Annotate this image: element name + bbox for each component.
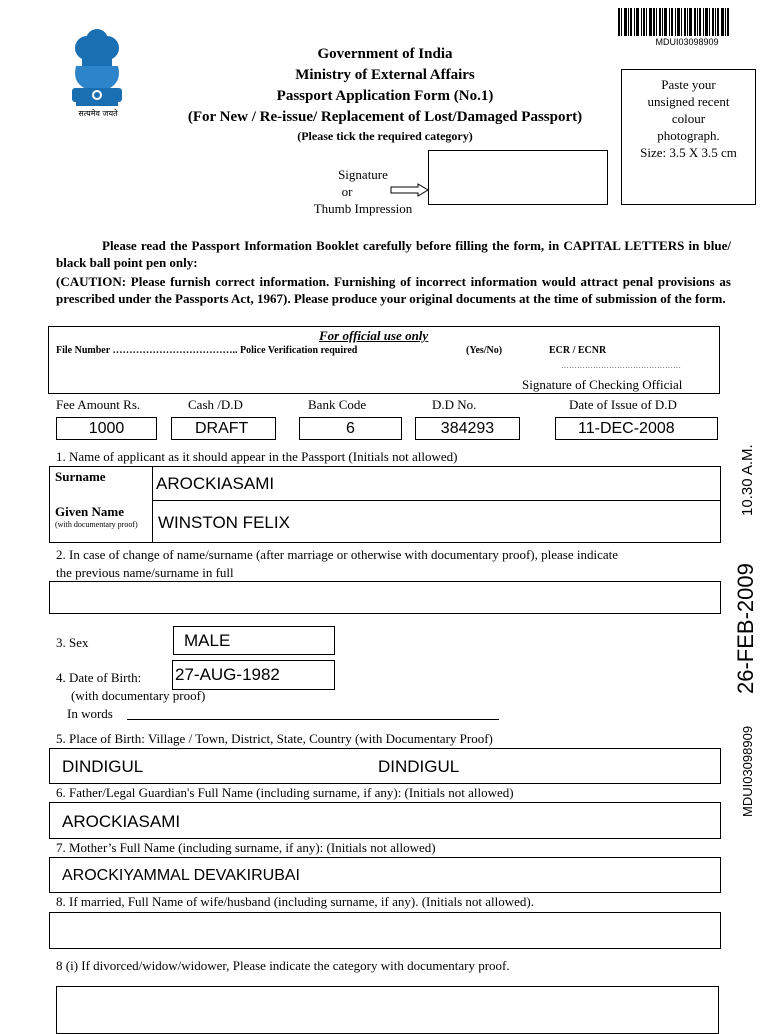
photo-line-3: colour bbox=[671, 111, 706, 126]
stamp-date: 26-FEB-2009 bbox=[733, 563, 758, 694]
checking-official-label: Signature of Checking Official bbox=[522, 377, 683, 392]
q8-label: 8. If married, Full Name of wife/husband (including surname, if any). (Initials not allowed). bbox=[56, 894, 534, 909]
q7-label: 7. Mother’s Full Name (including surname, if any): (Initials not allowed) bbox=[56, 840, 436, 855]
instructions-para-1: Please read the Passport Information Booklet carefully before filling the form, in CAPITAL LETTERS in blue/ black ball point pen only: bbox=[56, 238, 731, 270]
fee-amount-label: Fee Amount Rs. bbox=[56, 397, 141, 412]
header-line-3: Passport Application Form (No.1) bbox=[276, 88, 494, 104]
q1-label: 1. Name of applicant as it should appear in the Passport (Initials not allowed) bbox=[56, 449, 458, 464]
q8i-label: 8 (i) If divorced/widow/widower, Please indicate the category with documentary proof. bbox=[56, 958, 510, 973]
given-name-value: WINSTON FELIX bbox=[158, 513, 290, 532]
signature-line-2: or bbox=[341, 184, 353, 199]
dd-date-value: 11-DEC-2008 bbox=[578, 420, 675, 437]
arrow-right-icon bbox=[390, 183, 430, 197]
q6-label: 6. Father/Legal Guardian's Full Name (including surname, if any): (Initials not allowed) bbox=[56, 785, 514, 800]
place-of-birth-village: DINDIGUL bbox=[62, 757, 144, 776]
signature-box[interactable] bbox=[428, 150, 608, 205]
dd-no-label: D.D No. bbox=[432, 397, 477, 412]
file-number-label: File Number ……………………………….. Police Verification required bbox=[56, 345, 358, 356]
surname-field[interactable] bbox=[156, 474, 716, 494]
official-use-box bbox=[48, 326, 720, 394]
dd-date-field[interactable] bbox=[555, 417, 718, 440]
emblem-motto: सत्यमेव जयते bbox=[78, 109, 118, 118]
surname-value: AROCKIASAMI bbox=[156, 474, 275, 493]
marital-category-field[interactable] bbox=[56, 986, 719, 1034]
bank-code-label: Bank Code bbox=[308, 397, 367, 412]
ecr-label: ECR / ECNR bbox=[549, 345, 607, 356]
cash-dd-field[interactable] bbox=[171, 417, 276, 440]
photo-line-1: Paste your bbox=[661, 77, 716, 92]
fee-amount-value: 1000 bbox=[88, 420, 125, 437]
q2-label-1: 2. In case of change of name/surname (after marriage or otherwise with documentary proof), please indicate bbox=[56, 547, 619, 562]
stamp-id: MDUI03098909 bbox=[740, 725, 755, 817]
q4-label: 4. Date of Birth: bbox=[56, 670, 142, 685]
fee-amount-field[interactable] bbox=[56, 417, 157, 440]
photo-line-2: unsigned recent bbox=[647, 94, 730, 109]
header-line-2: Ministry of External Affairs bbox=[295, 67, 475, 83]
signature-line-1: Signature bbox=[338, 167, 388, 182]
dob-value: 27-AUG-1982 bbox=[175, 665, 280, 684]
q5-label: 5. Place of Birth: Village / Town, District, State, Country (with Documentary Proof) bbox=[56, 731, 493, 746]
q2-label-2: the previous name/surname in full bbox=[56, 565, 234, 580]
signature-line-3: Thumb Impression bbox=[313, 201, 413, 216]
dob-field[interactable] bbox=[172, 660, 335, 690]
place-of-birth-field[interactable] bbox=[49, 748, 721, 784]
photo-box bbox=[621, 69, 756, 205]
header-line-4: (For New / Re-issue/ Replacement of Lost/Damaged Passport) bbox=[187, 109, 583, 125]
official-dots: ……………………………………… bbox=[561, 361, 681, 370]
barcode-number: MDUI03098909 bbox=[655, 37, 719, 47]
mother-name-value: AROCKIYAMMAL DEVAKIRUBAI bbox=[62, 867, 300, 884]
mother-name-field[interactable] bbox=[49, 857, 721, 893]
photo-line-4: photograph. bbox=[657, 128, 720, 143]
given-name-label: Given Name bbox=[55, 504, 124, 519]
father-name-value: AROCKIASAMI bbox=[62, 812, 181, 831]
stamp-time: 10.30 A.M. bbox=[739, 444, 756, 516]
instructions-para-2: (CAUTION: Please furnish correct information. Furnishing of incorrect information would attract penal provisions as prescribed under the Passports Act, 1967). Please produce your original documents at the time of submission of the form. bbox=[56, 274, 731, 306]
dob-note: (with documentary proof) bbox=[71, 688, 206, 703]
dob-words-line[interactable] bbox=[127, 719, 499, 720]
form-header bbox=[140, 44, 630, 144]
surname-label: Surname bbox=[55, 469, 106, 484]
q3-label: 3. Sex bbox=[56, 635, 89, 650]
sex-field[interactable] bbox=[173, 626, 335, 655]
header-line-1: Government of India bbox=[317, 46, 453, 62]
bank-code-field[interactable] bbox=[299, 417, 402, 440]
father-name-field[interactable] bbox=[49, 802, 721, 839]
given-name-field[interactable] bbox=[158, 513, 718, 533]
official-use-title: For official use only bbox=[319, 328, 429, 343]
previous-name-field[interactable] bbox=[49, 581, 721, 614]
spouse-name-field[interactable] bbox=[49, 912, 721, 949]
bank-code-value: 6 bbox=[346, 420, 355, 437]
dd-date-label: Date of Issue of D.D bbox=[569, 397, 677, 412]
photo-line-5: Size: 3.5 X 3.5 cm bbox=[640, 145, 737, 160]
header-line-5: (Please tick the required category) bbox=[297, 129, 473, 143]
barcode bbox=[618, 8, 756, 36]
dd-no-value: 384293 bbox=[440, 420, 495, 437]
yes-no-label: (Yes/No) bbox=[466, 345, 503, 356]
cash-dd-label: Cash /D.D bbox=[188, 397, 243, 412]
sex-value: MALE bbox=[184, 631, 231, 650]
dob-words-label: In words bbox=[67, 706, 113, 721]
place-of-birth-district: DINDIGUL bbox=[378, 757, 460, 776]
cash-dd-value: DRAFT bbox=[195, 420, 249, 437]
given-name-note: (with documentary proof) bbox=[55, 520, 138, 529]
dd-no-field[interactable] bbox=[415, 417, 520, 440]
